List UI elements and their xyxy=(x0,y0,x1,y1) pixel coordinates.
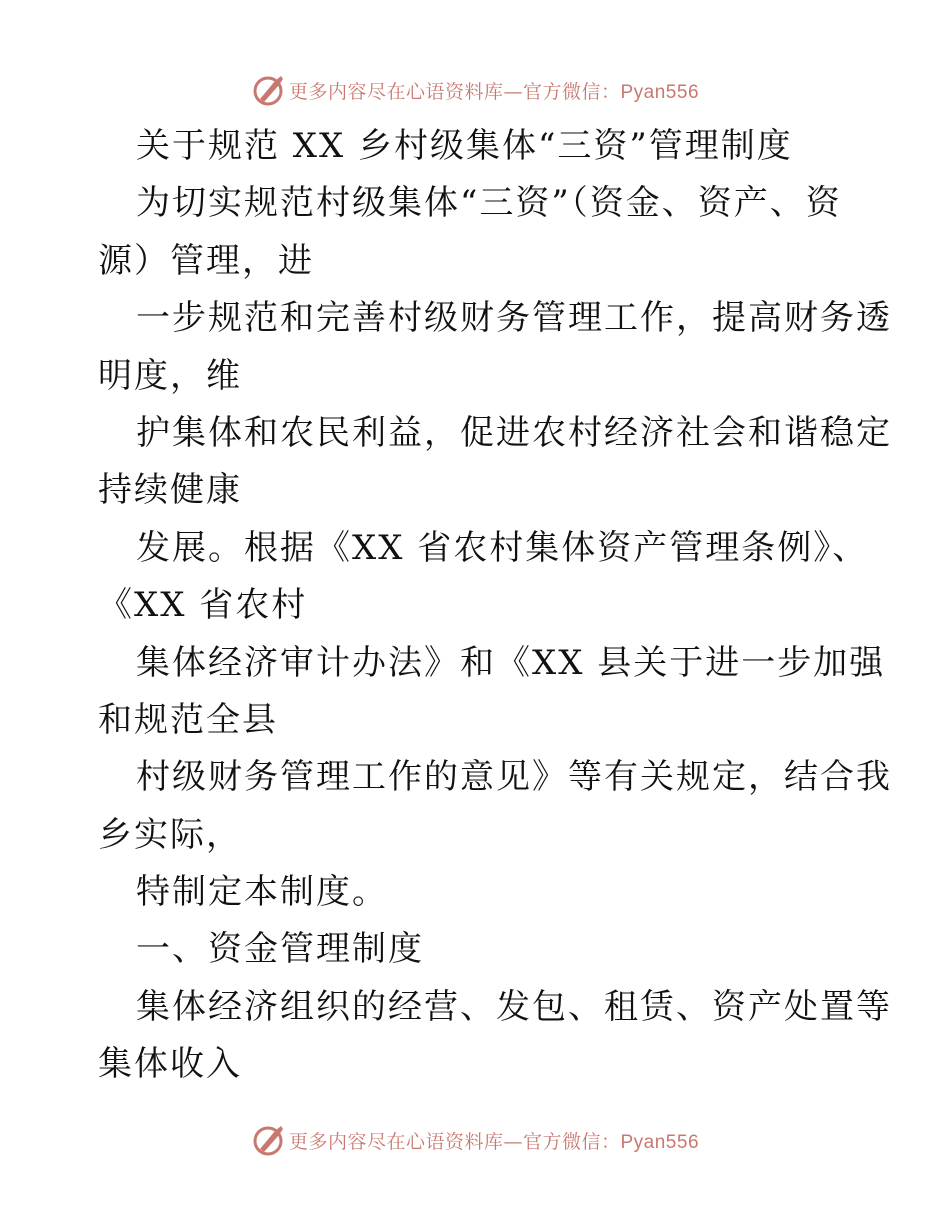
document-line: 特制定本制度。 xyxy=(136,872,388,913)
document-line: 集体经济组织的经营、发包、租赁、资产处置等 xyxy=(136,986,892,1027)
pen-nib-logo-icon xyxy=(251,1123,285,1157)
document-line: 一、资金管理制度 xyxy=(136,929,424,970)
banner-handle: Pyan556 xyxy=(620,1131,700,1153)
document-line: 《XX 省农村 xyxy=(98,585,308,626)
document-body xyxy=(98,118,892,1094)
document-line: 为切实规范村级集体“三资”（资金、资产、资 xyxy=(136,183,842,224)
footer-banner xyxy=(0,1120,950,1160)
document-line: 村级财务管理工作的意见》等有关规定，结合我 xyxy=(136,757,892,798)
document-line: 护集体和农民利益，促进农村经济社会和谐稳定 xyxy=(136,412,892,453)
banner-handle: Pyan556 xyxy=(620,81,700,103)
document-line: 关于规范 XX 乡村级集体“三资”管理制度 xyxy=(136,126,793,166)
document-line: 一步规范和完善村级财务管理工作，提高财务透 xyxy=(136,298,892,339)
banner-text: 更多内容尽在心语资料库—官方微信：Pyan556 xyxy=(288,80,700,103)
document-line: 和规范全县 xyxy=(98,699,278,740)
pen-nib-logo-icon xyxy=(251,73,285,107)
document-line: 集体收入 xyxy=(98,1044,242,1085)
document-line: 持续健康 xyxy=(98,470,242,511)
document-line: 集体经济审计办法》和《XX 县关于进一步加强 xyxy=(136,642,886,683)
document-line: 源）管理，进 xyxy=(98,240,314,281)
document-line: 乡实际， xyxy=(98,814,242,855)
document-line: 明度，维 xyxy=(98,355,242,396)
header-banner xyxy=(0,70,950,110)
banner-text: 更多内容尽在心语资料库—官方微信：Pyan556 xyxy=(288,1130,700,1153)
document-line: 发展。根据《XX 省农村集体资产管理条例》、 xyxy=(136,527,869,568)
